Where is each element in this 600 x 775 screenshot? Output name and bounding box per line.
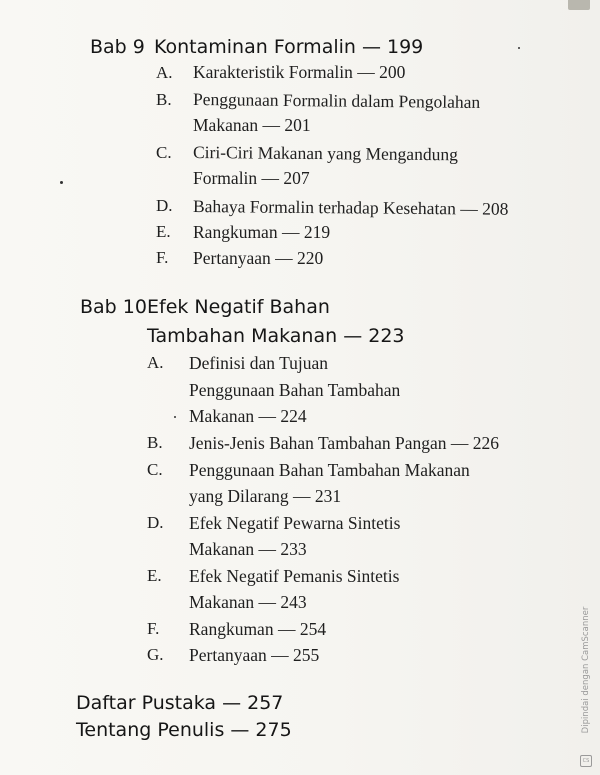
chapter-9-item-b-line2: Makanan — 201 [193,115,311,135]
chapter-10-item-a-line2: Penggunaan Bahan Tambahan [189,380,401,400]
chapter-9-item-b-letter: B. [156,90,172,109]
chapter-10-item-b-letter: B. [147,433,163,452]
chapter-9-item-a-text: Karakteristik Formalin — 200 [193,62,406,82]
chapter-9-item-a-letter: A. [156,63,173,82]
page-corner-mark [568,0,590,10]
chapter-9-item-d-text: Bahaya Formalin terhadap Kesehatan — 208 [192,196,509,219]
scanner-watermark [578,575,594,765]
chapter-10-title-line1: Efek Negatif Bahan [147,296,330,318]
scan-speck [174,416,176,418]
chapter-10-item-c-line2: yang Dilarang — 231 [189,486,342,506]
chapter-10-item-c-line1: Penggunaan Bahan Tambahan Makanan [189,460,470,480]
chapter-10-item-d-line2: Makanan — 233 [189,539,307,559]
backmatter-about-author: Tentang Penulis — 275 [76,719,292,741]
chapter-10-item-e-letter: E. [147,566,162,585]
chapter-9-heading [90,36,423,58]
backmatter-bibliography: Daftar Pustaka — 257 [76,692,284,714]
chapter-10-item-d-letter: D. [147,513,164,532]
chapter-9-item-c-letter: C. [156,143,172,162]
chapter-10-item-c-letter: C. [147,460,163,479]
chapter-9-item-f-text: Pertanyaan — 220 [193,248,324,268]
chapter-10-item-d-line1: Efek Negatif Pewarna Sintetis [189,513,401,533]
chapter-10-item-e-line2: Makanan — 243 [189,592,307,612]
chapter-10-item-f-letter: F. [147,619,160,638]
chapter-10-item-a-line1: Definisi dan Tujuan [189,353,329,373]
camscanner-logo-icon: CS [580,755,592,767]
chapter-10-item-a-line3: Makanan — 224 [189,406,307,426]
chapter-10-heading [80,296,330,318]
chapter-9-item-f-letter: F. [156,248,169,267]
chapter-10-label: Bab 10 [80,296,147,318]
scanner-watermark-text: Dipindai dengan CamScanner [581,606,591,734]
chapter-9-item-d-letter: D. [156,196,173,215]
chapter-10-item-f-text: Rangkuman — 254 [189,619,327,639]
chapter-10-title-line2: Tambahan Makanan — 223 [147,325,405,347]
chapter-10-item-e-line1: Efek Negatif Pemanis Sintetis [189,566,400,586]
chapter-10-item-b-text: Jenis-Jenis Bahan Tambahan Pangan — 226 [189,433,499,453]
chapter-10-item-a-letter: A. [147,353,164,372]
scan-speck [60,181,63,184]
chapter-9-item-c-line2: Formalin — 207 [193,168,310,188]
chapter-9-label: Bab 9 [90,36,145,58]
chapter-10-item-g-text: Pertanyaan — 255 [189,645,320,665]
chapter-9-item-e-text: Rangkuman — 219 [193,222,331,242]
scan-speck [518,47,520,49]
chapter-9-item-b-line1: Penggunaan Formalin dalam Pengolahan [192,89,481,113]
chapter-9-title: Kontaminan Formalin — 199 [154,36,424,58]
chapter-9-item-c-line1: Ciri-Ciri Makanan yang Mengandung [192,142,458,165]
chapter-10-item-g-letter: G. [147,645,164,664]
chapter-9-item-e-letter: E. [156,222,171,241]
